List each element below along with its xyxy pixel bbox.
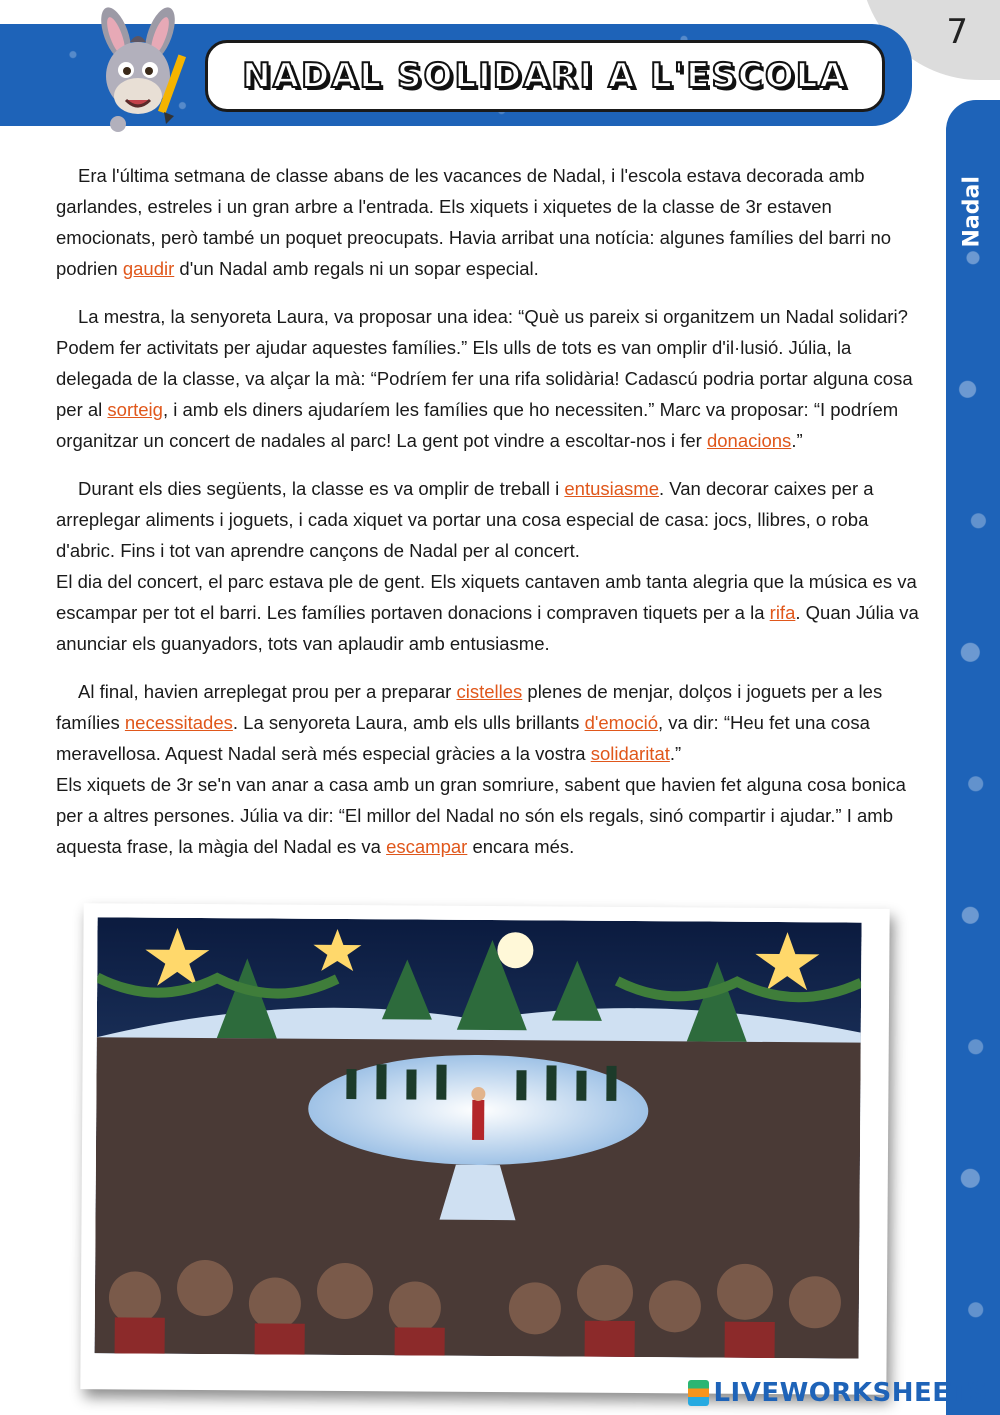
paragraph-text: , i amb els diners ajudaríem les famílies que ho necessiten.” Marc va proposar: “I podríem organitzar un concert de nadales al parc! La gent pot vindre a escoltar-nos i fer xyxy=(56,399,899,451)
brand-badge xyxy=(688,1380,709,1406)
photo-frame xyxy=(80,903,889,1395)
paragraph-text: . Quan Júlia va anunciar els guanyadors, tots van aplaudir amb entusiasme. xyxy=(56,602,919,654)
paragraph-text: Al final, havien arreplegat prou per a preparar xyxy=(78,681,457,702)
vocabulary-link[interactable]: gaudir xyxy=(122,258,175,279)
paragraph xyxy=(56,676,932,862)
vocabulary-link[interactable]: d'emoció xyxy=(584,712,659,733)
vocabulary-link[interactable]: sorteig xyxy=(107,399,163,420)
paragraph-text: encara més. xyxy=(467,836,575,857)
vocabulary-link[interactable]: donacions xyxy=(706,430,792,451)
paragraph xyxy=(56,160,932,284)
christmas-concert-image xyxy=(95,917,862,1358)
title-box xyxy=(205,40,885,112)
paragraph-text: plenes de menjar, dolços i joguets per a les famílies xyxy=(56,681,883,733)
paragraph-text: . Van decorar caixes per a arreplegar aliments i joguets, i cada xiquet va portar una cosa especial de casa: jocs, llibres, o roba d'abric. Fins i tot van aprendre cançons de Nadal per al concert. xyxy=(56,478,874,561)
page-number: 7 xyxy=(946,12,968,52)
vocabulary-link[interactable]: solidaritat xyxy=(590,743,670,764)
side-tab-label: Nadal xyxy=(959,176,985,248)
vocabulary-link[interactable]: rifa xyxy=(769,602,796,623)
paragraph-text: La mestra, la senyoreta Laura, va proposar una idea: “Què us pareix si organitzem un Nadal solidari? Podem fer activitats per ajudar aquestes famílies.” Els ulls de tots es van omplir d'il·lusió. Júlia, la delegada de la classe, va alçar la mà: “Podríem fer una rifa solidària! Cadascú podria portar alguna cosa per al xyxy=(56,306,913,420)
brand-name: LIVEWORKSHEETS xyxy=(713,1378,988,1408)
paragraph-text: , va dir: “Heu fet una cosa meravellosa. Aquest Nadal serà més especial gràcies a la vostra xyxy=(56,712,870,764)
page-title: NADAL SOLIDARI A L'ESCOLA xyxy=(242,56,848,96)
paragraph-text: Durant els dies següents, la classe es va omplir de treball i xyxy=(78,478,565,499)
paragraph-text: d'un Nadal amb regals ni un sopar especial. xyxy=(174,258,539,279)
donkey-mascot-icon xyxy=(78,4,198,134)
paragraph-text: El dia del concert, el parc estava ple de gent. Els xiquets cantaven amb tanta alegria que la música es va escampar per tot el barri. Les famílies portaven donacions i compraven tiquets per a la xyxy=(56,571,917,623)
paragraph-text: Era l'última setmana de classe abans de les vacances de Nadal, i l'escola estava decorada amb garlandes, estreles i un gran arbre a l'entrada. Els xiquets i xiquetes de la classe de 3r estaven emocionats, però també un poquet preocupats. Havia arribat una notícia: algunes famílies del barri no podrien xyxy=(56,165,892,279)
paragraph xyxy=(56,301,932,456)
paragraph-text: . La senyoreta Laura, amb els ulls brillants xyxy=(232,712,585,733)
paragraph-text: .” xyxy=(791,430,803,451)
vocabulary-link[interactable]: entusiasme xyxy=(564,478,659,499)
vocabulary-link[interactable]: cistelles xyxy=(456,681,523,702)
vocabulary-link[interactable]: necessitades xyxy=(124,712,233,733)
paragraph xyxy=(56,473,932,659)
brand-logo xyxy=(688,1378,988,1408)
side-tab xyxy=(946,100,1000,1415)
paragraph-text: .” xyxy=(669,743,682,764)
story-text xyxy=(56,160,932,879)
paragraph-text: Els xiquets de 3r se'n van anar a casa amb un gran somriure, sabent que havien fet alguna cosa bonica per a altres persones. Júlia va dir: “El millor del Nadal no són els regals, sinó compartir i ajudar.” I amb aquesta frase, la màgia del Nadal es va xyxy=(56,774,906,857)
vocabulary-link[interactable]: escampar xyxy=(386,836,468,857)
